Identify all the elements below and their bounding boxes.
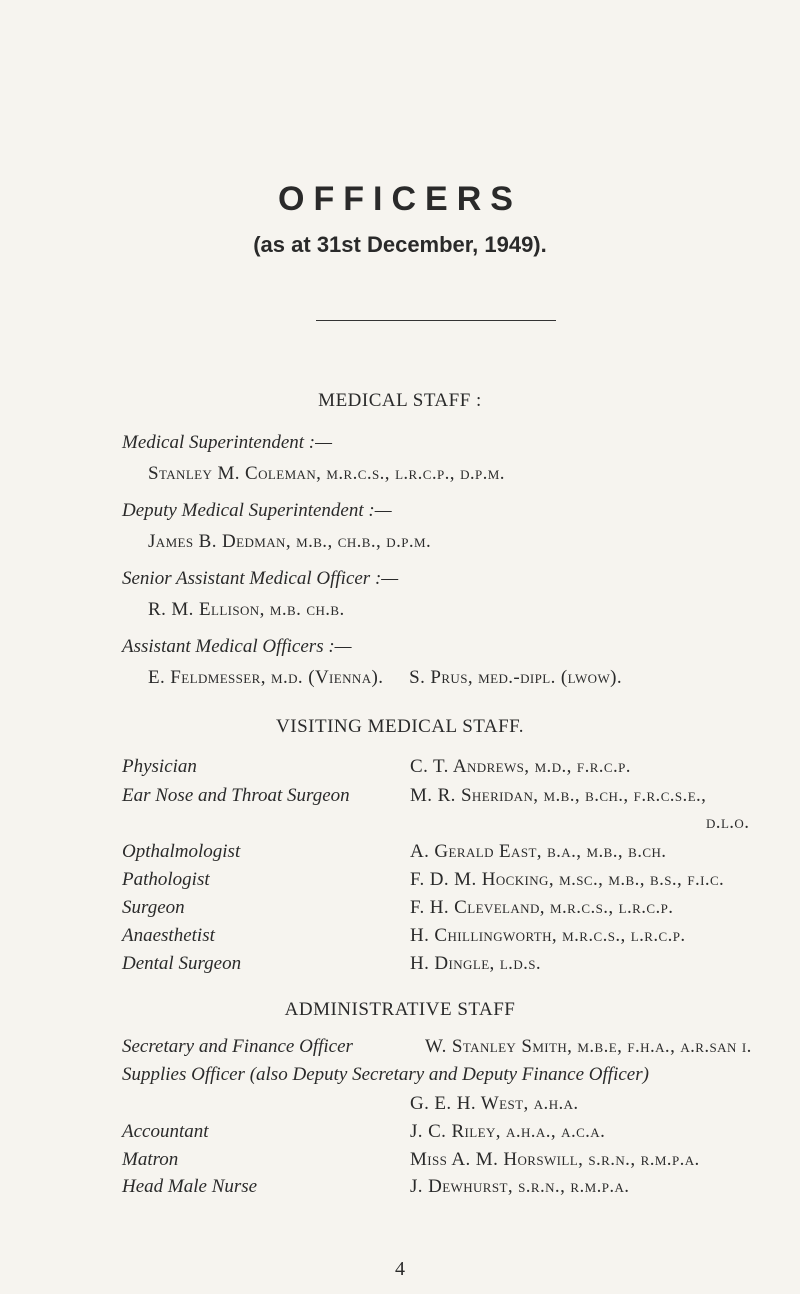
- deputy-superintendent-name: James B. Dedman, m.b., ch.b., d.p.m.: [148, 531, 432, 552]
- visiting-staff-heading: VISITING MEDICAL STAFF.: [276, 716, 524, 737]
- divider: [316, 320, 556, 321]
- visiting-name: F. D. M. Hocking, m.sc., m.b., b.s., f.i.c.: [410, 869, 725, 890]
- supplies-role-suffix: Deputy Secretary and Deputy Finance Officer): [287, 1064, 649, 1085]
- supplies-name: G. E. H. West, a.h.a.: [410, 1093, 579, 1114]
- admin-role: Head Male Nurse: [122, 1176, 258, 1197]
- visiting-role: Ear Nose and Throat Surgeon: [122, 785, 350, 806]
- medical-staff-heading: MEDICAL STAFF :: [318, 390, 482, 411]
- visiting-name: H. Chillingworth, m.r.c.s., l.r.c.p.: [410, 925, 686, 946]
- page-subtitle: (as at 31st December, 1949).: [253, 232, 547, 257]
- visiting-role: Opthalmologist: [122, 841, 241, 862]
- supplies-role: [122, 1064, 649, 1086]
- visiting-name: H. Dingle, l.d.s.: [410, 953, 542, 974]
- medical-superintendent-role: Medical Superintendent :—: [122, 432, 333, 453]
- visiting-role: Dental Surgeon: [122, 953, 242, 974]
- page-title: OFFICERS: [278, 180, 522, 218]
- visiting-name: C. T. Andrews, m.d., f.r.c.p.: [410, 756, 631, 777]
- visiting-role: Anaesthetist: [122, 925, 215, 946]
- assistant-officers-role: Assistant Medical Officers :—: [122, 636, 352, 657]
- admin-role: Matron: [122, 1149, 179, 1170]
- secretary-role: Secretary and Finance Officer: [122, 1036, 353, 1057]
- visiting-name: M. R. Sheridan, m.b., b.ch., f.r.c.s.e.,: [410, 785, 707, 806]
- admin-name: J. C. Riley, a.h.a., a.c.a.: [410, 1121, 606, 1142]
- visiting-role: Physician: [122, 756, 197, 777]
- visiting-role: Surgeon: [122, 897, 185, 918]
- admin-name: Miss A. M. Horswill, s.r.n., r.m.p.a.: [410, 1149, 700, 1170]
- supplies-role-prefix: Supplies Officer (: [122, 1064, 257, 1085]
- admin-name: J. Dewhurst, s.r.n., r.m.p.a.: [410, 1176, 630, 1197]
- senior-assistant-name: R. M. Ellison, m.b. ch.b.: [148, 599, 345, 620]
- visiting-role: Pathologist: [122, 869, 210, 890]
- deputy-superintendent-role: Deputy Medical Superintendent :—: [122, 500, 392, 521]
- medical-superintendent-name: Stanley M. Coleman, m.r.c.s., l.r.c.p., d.p.m.: [148, 463, 505, 484]
- visiting-name-continued: d.l.o.: [706, 812, 750, 833]
- page-number: 4: [395, 1258, 405, 1280]
- visiting-name: F. H. Cleveland, m.r.c.s., l.r.c.p.: [410, 897, 674, 918]
- supplies-role-also: also: [256, 1064, 288, 1085]
- visiting-name: A. Gerald East, b.a., m.b., b.ch.: [410, 841, 667, 862]
- secretary-name: W. Stanley Smith, m.b.e, f.h.a., a.r.san i.: [425, 1036, 752, 1057]
- assistant-officers-names: E. Feldmesser, m.d. (Vienna). S. Prus, med.-dipl. (lwow).: [148, 667, 623, 688]
- admin-staff-heading: ADMINISTRATIVE STAFF: [284, 999, 516, 1020]
- senior-assistant-role: Senior Assistant Medical Officer :—: [122, 568, 399, 589]
- admin-role: Accountant: [122, 1121, 209, 1142]
